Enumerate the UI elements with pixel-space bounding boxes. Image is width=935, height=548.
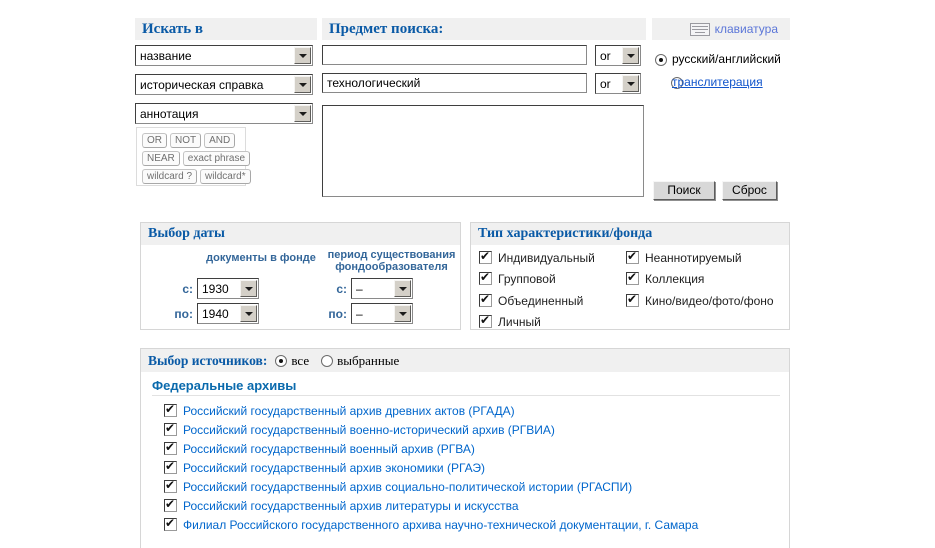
subject-input-1[interactable] <box>322 45 587 65</box>
search-in-header: Искать в <box>135 18 317 40</box>
select-value: название <box>140 49 192 63</box>
checkbox-label: Объединенный <box>498 293 584 308</box>
dropdown-arrow-icon[interactable] <box>394 305 411 322</box>
subject-header: Предмет поиска: <box>322 18 646 40</box>
operator-and-button[interactable]: AND <box>204 133 235 148</box>
operator-exact-phrase-button[interactable]: exact phrase <box>183 151 250 166</box>
date-from-select-2[interactable] <box>351 278 413 299</box>
sources-radio-all[interactable] <box>275 355 287 367</box>
dropdown-arrow-icon[interactable] <box>240 280 257 297</box>
archive-checkbox[interactable] <box>164 518 177 531</box>
operator-buttons-box <box>136 127 246 186</box>
fund-creator-period-label: период существования фондообразователя <box>327 249 456 273</box>
dropdown-arrow-icon[interactable] <box>294 105 311 122</box>
language-radio-russian-english[interactable] <box>655 54 667 66</box>
language-label-russian-english: русский/английский <box>672 52 781 66</box>
archive-checkbox[interactable] <box>164 442 177 455</box>
search-in-select-2[interactable] <box>135 74 313 95</box>
checkbox-united[interactable] <box>479 294 492 307</box>
archive-link[interactable]: Российский государственный военный архив (РГВА) <box>183 441 475 456</box>
archive-checkbox[interactable] <box>164 461 177 474</box>
checkbox-unannotated[interactable] <box>626 251 639 264</box>
select-value: – <box>356 307 363 321</box>
operator-or-button[interactable]: OR <box>142 133 167 148</box>
operator-wildcard-star-button[interactable]: wildcard* <box>200 169 251 184</box>
search-in-select-1[interactable] <box>135 45 313 66</box>
checkbox-label: Кино/видео/фото/фоно <box>645 293 774 308</box>
checkbox-collection[interactable] <box>626 272 639 285</box>
subject-input-2[interactable] <box>322 73 587 93</box>
select-value: or <box>600 49 611 63</box>
search-button[interactable]: Поиск <box>653 181 715 200</box>
archive-checkbox[interactable] <box>164 480 177 493</box>
subject-textarea[interactable] <box>322 105 644 197</box>
from-label-2: с: <box>336 282 347 296</box>
checkbox-cinema-video[interactable] <box>626 294 639 307</box>
operator-wildcard-q-button[interactable]: wildcard ? <box>142 169 197 184</box>
archive-checkbox[interactable] <box>164 404 177 417</box>
dropdown-arrow-icon[interactable] <box>294 47 311 64</box>
dropdown-arrow-icon[interactable] <box>294 76 311 93</box>
checkbox-label: Личный <box>498 314 541 329</box>
sources-header-bar <box>141 349 789 372</box>
archive-link[interactable]: Российский государственный архив экономики (РГАЭ) <box>183 460 486 475</box>
documents-in-fund-label: документы в фонде <box>206 252 316 264</box>
date-selection-header: Выбор даты <box>141 223 460 245</box>
date-to-select-1[interactable] <box>197 303 259 324</box>
sources-radio-selected[interactable] <box>321 355 333 367</box>
select-value: историческая справка <box>140 78 264 92</box>
sources-option-selected: выбранные <box>337 352 400 368</box>
dropdown-arrow-icon[interactable] <box>394 280 411 297</box>
keyboard-bar <box>652 18 790 40</box>
checkbox-label: Индивидуальный <box>498 250 595 265</box>
checkbox-personal[interactable] <box>479 315 492 328</box>
archive-link[interactable]: Российский государственный архив литературы и искусства <box>183 498 519 513</box>
archive-link[interactable]: Российский государственный военно-исторический архив (РГВИА) <box>183 422 555 437</box>
to-label-1: по: <box>174 307 193 321</box>
fund-type-box <box>470 222 790 330</box>
dropdown-arrow-icon[interactable] <box>622 75 639 92</box>
checkbox-group[interactable] <box>479 272 492 285</box>
search-in-select-3[interactable] <box>135 103 313 124</box>
select-value: – <box>356 282 363 296</box>
transliteration-link[interactable]: транслитерация <box>672 75 763 89</box>
operator-not-button[interactable]: NOT <box>170 133 201 148</box>
to-label-2: по: <box>328 307 347 321</box>
dropdown-arrow-icon[interactable] <box>622 47 639 64</box>
date-from-select-1[interactable] <box>197 278 259 299</box>
checkbox-label: Групповой <box>498 271 556 286</box>
checkbox-label: Неаннотируемый <box>645 250 742 265</box>
archive-checkbox[interactable] <box>164 423 177 436</box>
select-value: or <box>600 77 611 91</box>
fund-type-header: Тип характеристики/фонда <box>471 223 789 245</box>
date-to-select-2[interactable] <box>351 303 413 324</box>
from-label-1: с: <box>182 282 193 296</box>
keyboard-icon[interactable] <box>690 23 710 36</box>
dropdown-arrow-icon[interactable] <box>240 305 257 322</box>
keyboard-link[interactable]: клавиатура <box>714 22 778 36</box>
archive-checkbox[interactable] <box>164 499 177 512</box>
reset-button[interactable]: Сброс <box>722 181 777 200</box>
operator-near-button[interactable]: NEAR <box>142 151 180 166</box>
select-value: 1940 <box>202 307 229 321</box>
archive-link[interactable]: Российский государственный архив древних актов (РГАДА) <box>183 403 515 418</box>
sources-option-all: все <box>291 352 310 368</box>
connector-select-2[interactable] <box>595 73 641 94</box>
checkbox-individual[interactable] <box>479 251 492 264</box>
date-selection-box <box>140 222 461 330</box>
archive-link[interactable]: Российский государственный архив социально-политической истории (РГАСПИ) <box>183 479 633 494</box>
archive-link[interactable]: Филиал Российского государственного архива научно-технической документации, г. Самара <box>183 517 699 532</box>
select-value: 1930 <box>202 282 229 296</box>
checkbox-label: Коллекция <box>645 271 705 286</box>
select-value: аннотация <box>140 107 199 121</box>
federal-archives-header: Федеральные архивы <box>152 375 780 396</box>
sources-header: Выбор источников: <box>148 352 268 368</box>
sources-box <box>140 348 790 548</box>
connector-select-1[interactable] <box>595 45 641 66</box>
